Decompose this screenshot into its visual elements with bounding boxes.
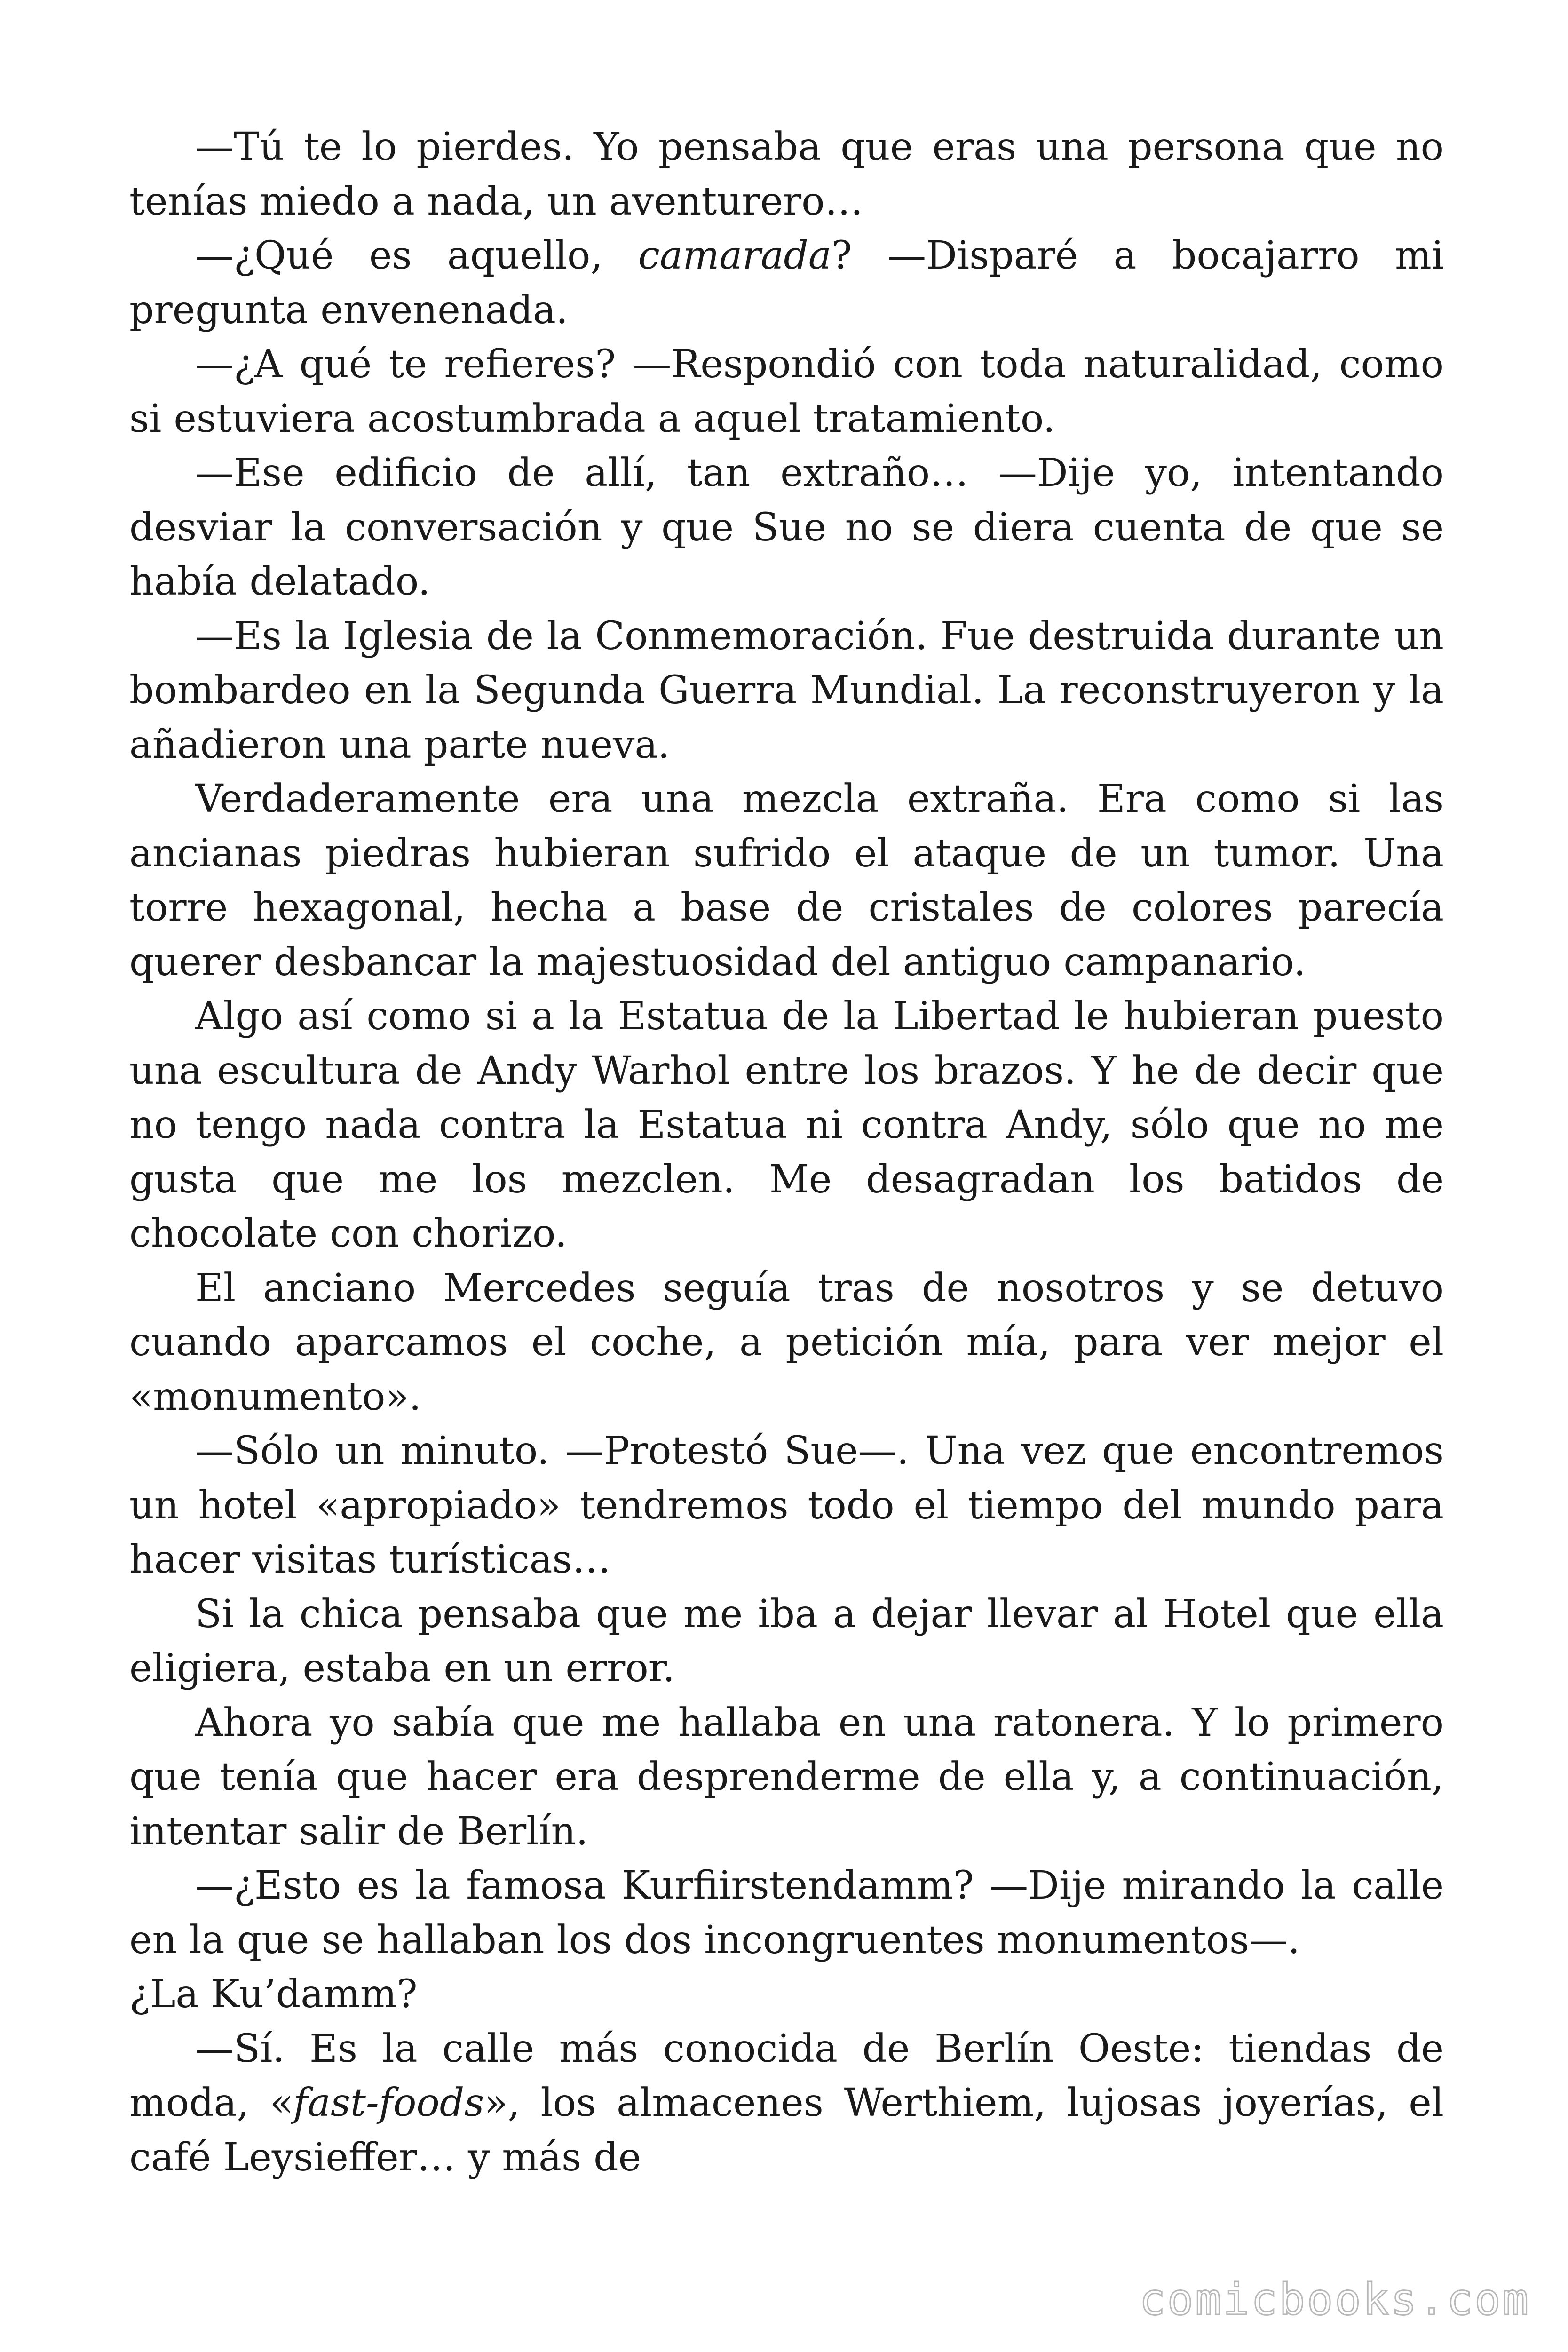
paragraph: Si la chica pensaba que me iba a dejar llevar al Hotel que ella eligiera, estaba en un error. (129, 1591, 1444, 1691)
paragraph: —Sólo un minuto. —Protestó Sue—. Una vez que encontremos un hotel «apropiado» tendremos todo el tiempo del mundo para hacer visitas turísticas… (129, 1429, 1444, 1582)
paragraph: Ahora yo sabía que me hallaba en una ratonera. Y lo primero que tenía que hacer era desprenderme de ella y, a continuación, intentar salir de Berlín. (129, 1700, 1444, 1854)
paragraph: —Es la Iglesia de la Conmemoración. Fue destruida durante un bombardeo en la Segunda Guerra Mundial. La reconstruyeron y la añadieron una parte nueva. (129, 613, 1444, 767)
paragraph: Verdaderamente era una mezcla extraña. Era como si las ancianas piedras hubieran sufrido el ataque de un tumor. Una torre hexagonal, hecha a base de cristales de colores parecía querer desbancar la majestuosidad del antiguo campanario. (129, 777, 1444, 985)
paragraph: ¿La Ku’damm? (129, 1972, 418, 2017)
paragraph: El anciano Mercedes seguía tras de nosotros y se detuvo cuando aparcamos el coche, a petición mía, para ver mejor el «monumento». (129, 1265, 1444, 1419)
paragraph: —Tú te lo pierdes. Yo pensaba que eras una persona que no tenías miedo a nada, un aventurero… (129, 125, 1444, 224)
paragraph: —Sí. Es la calle más conocida de Berlín Oeste: tiendas de moda, «fast-foods», los almacenes Werthiem, lujosas joyerías, el café Leysieffer… y más de (129, 2026, 1444, 2180)
paragraph: —¿Qué es aquello, camarada? —Disparé a bocajarro mi pregunta envenenada. (129, 233, 1444, 333)
paragraph: —¿A qué te refieres? —Respondió con toda naturalidad, como si estuviera acostumbrada a aquel tratamiento. (129, 342, 1444, 441)
paragraph: —¿Esto es la famosa Kurfiirstendamm? —Dije mirando la calle en la que se hallaban los dos incongruentes monumentos—. (129, 1863, 1444, 1963)
watermark: comicbooks.com (1139, 2274, 1530, 2325)
paragraph: —Ese edificio de allí, tan extraño… —Dije yo, intentando desviar la conversación y que Sue no se diera cuenta de que se había delatado. (129, 451, 1444, 604)
page-body (129, 120, 1444, 2185)
paragraph: Algo así como si a la Estatua de la Libertad le hubieran puesto una escultura de Andy Warhol entre los brazos. Y he de decir que no tengo nada contra la Estatua ni contra Andy, sólo que no me gusta que me los mezclen. Me desagradan los batidos de chocolate con chorizo. (129, 994, 1444, 1256)
